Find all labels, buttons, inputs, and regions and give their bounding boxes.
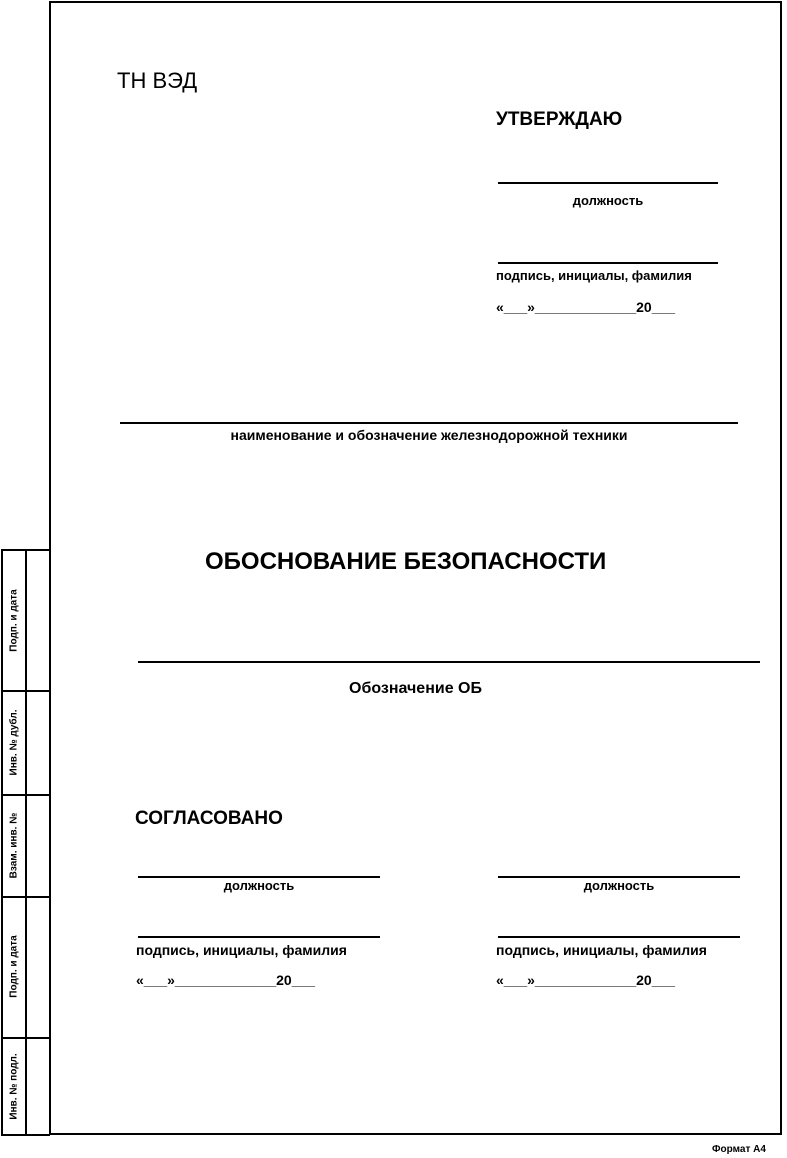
format-label: Формат А4 bbox=[712, 1144, 766, 1155]
agreed-right-signature-line bbox=[498, 936, 740, 938]
strip-cell-dup-inv: Инв. № дубл. bbox=[8, 709, 20, 775]
strip-cell-orig-inv: Инв. № подл. bbox=[8, 1053, 20, 1120]
strip-cell-repl-inv: Взам. инв. № bbox=[8, 812, 20, 878]
approve-position-label: должность bbox=[572, 193, 644, 208]
agreed-left-position-label: должность bbox=[223, 878, 295, 893]
tn-ved-code: ТН ВЭД bbox=[117, 68, 198, 93]
agreed-right-position-label: должность bbox=[583, 878, 655, 893]
document-title: ОБОСНОВАНИЕ БЕЗОПАСНОСТИ bbox=[205, 548, 607, 575]
approve-signature-label: подпись, инициалы, фамилия bbox=[496, 268, 692, 283]
agreed-left-signature-line bbox=[138, 936, 380, 938]
strip-cell-sign-date-2: Подп. и дата bbox=[8, 935, 20, 998]
binding-strip bbox=[1, 549, 50, 1136]
strip-cell-sign-date-1: Подп. и дата bbox=[8, 589, 20, 652]
equipment-line bbox=[120, 422, 738, 424]
approve-signature-line bbox=[498, 262, 718, 264]
agreed-right-date-line: «___»_____________20___ bbox=[496, 972, 676, 988]
designation-line bbox=[138, 661, 760, 663]
agreed-title: СОГЛАСОВАНО bbox=[135, 808, 283, 829]
agreed-right-signature-label: подпись, инициалы, фамилия bbox=[496, 942, 707, 958]
equipment-label: наименование и обозначение железнодорожной техники bbox=[230, 427, 628, 443]
agreed-left-signature-label: подпись, инициалы, фамилия bbox=[136, 942, 347, 958]
approve-position-line bbox=[498, 182, 718, 184]
agreed-left-date-line: «___»_____________20___ bbox=[136, 972, 316, 988]
approve-title: УТВЕРЖДАЮ bbox=[496, 109, 623, 130]
designation-label: Обозначение ОБ bbox=[349, 680, 482, 697]
approve-date-line: «___»_____________20___ bbox=[496, 299, 676, 315]
